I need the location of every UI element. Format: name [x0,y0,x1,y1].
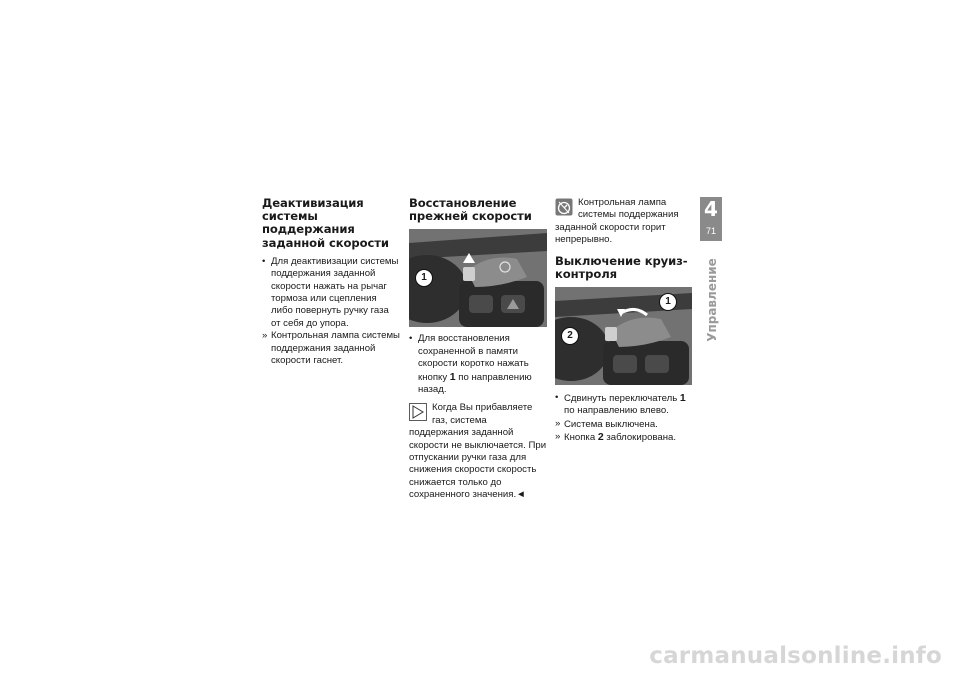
watermark: carmanualsonline.info [649,643,942,669]
chapter-number: 4 [704,197,718,221]
deactivation-list [262,256,400,368]
list-item: » Кнопка 2 заблокирована. [555,431,677,444]
section-label: Управление [705,258,719,342]
handlebar-switch-photo [409,229,547,327]
heading-cruise-off: Выключение круиз-контроля [555,253,688,281]
column-deactivation [262,197,400,367]
callout-1: 1 [659,293,677,311]
column-restore-speed [409,197,547,502]
restore-list [409,333,547,396]
note-restore: Когда Вы прибавляете газ, система поддержания заданной скорости не выключается. При отпускании ручки газа для снижения скорости скорость снижается только до сохраненного значения.◄ [409,402,547,501]
list-item: » Контрольная лампа системы поддержания заданной скорости гаснет. [262,330,400,367]
note-lamp: Контрольная лампа системы поддержания заданной скорости горит непрерывно. [555,197,679,246]
callout-2: 2 [561,327,579,345]
list-item: • Сдвинуть переключатель 1 по направлению влево. [555,392,686,417]
list-item: • Для деактивизации системы поддержания заданной скорости нажать на рычаг тормоза или сцепления либо повернуть ручку газа от себя до упора. [262,255,399,329]
cruise-off-list [555,392,692,445]
switch-slide-photo [555,287,692,385]
heading-deactivation: Деактивизация системы поддержания заданной скорости [262,196,389,250]
page-number: 71 [705,226,716,236]
cruise-control-lamp-icon [555,198,573,216]
list-item: • Для восстановления сохраненной в памяти скорости коротко нажать кнопку 1 по направлению назад. [409,333,532,396]
column-cruise-off [555,197,692,445]
info-triangle-icon [409,403,427,421]
list-item: » Система выключена. [555,417,658,430]
heading-restore-speed: Восстановление прежней скорости [409,196,532,224]
callout-1: 1 [415,269,433,287]
